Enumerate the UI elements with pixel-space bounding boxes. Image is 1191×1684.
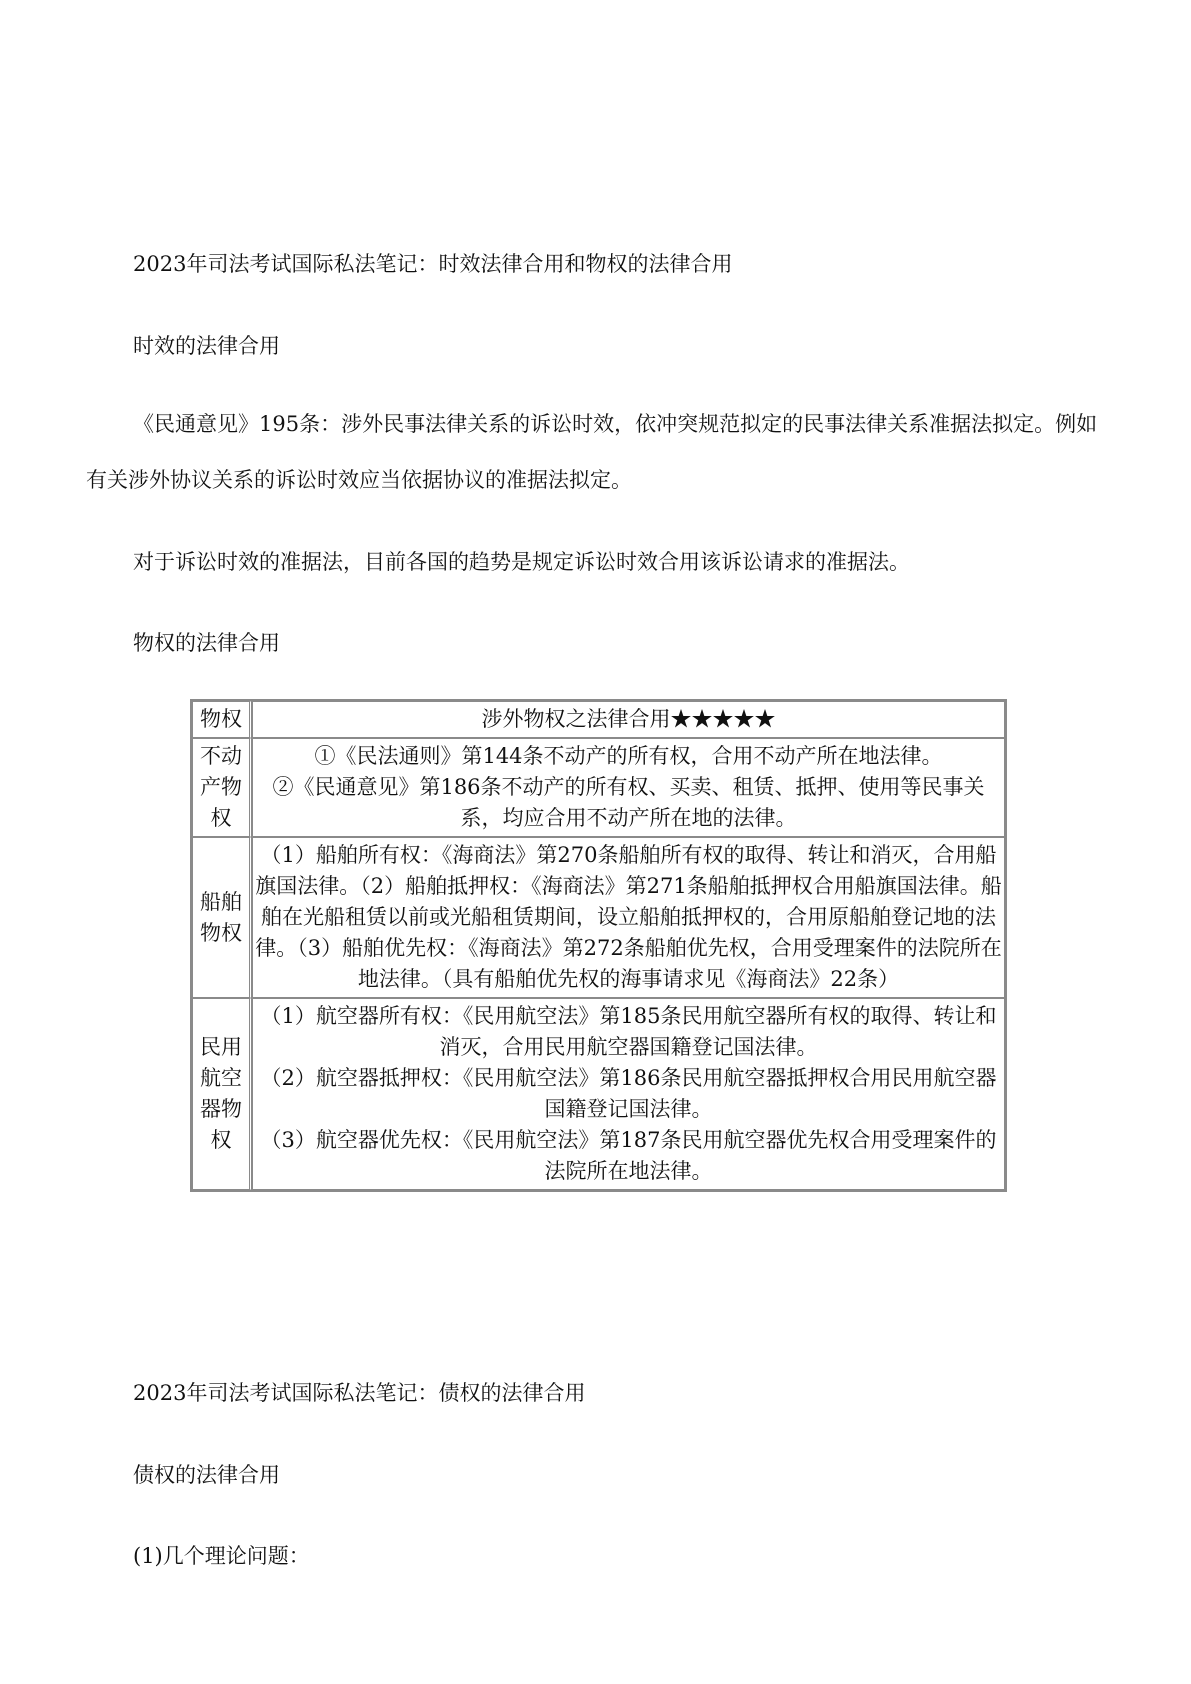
- content-line: ①《民法通则》第144条不动产的所有权，合用不动产所在地法律。: [314, 744, 943, 768]
- header-title: 涉外物权之法律合用★★★★★: [252, 701, 1005, 738]
- content-line: ②《民通意见》第186条不动产的所有权、买卖、租赁、抵押、使用等民事关系，均应合用不动产所在地的法律。: [272, 775, 985, 830]
- paragraph-trend: 对于诉讼时效的准据法，目前各国的趋势是规定诉讼时效合用该诉讼请求的准据法。: [133, 550, 910, 574]
- heading-property: 物权的法律合用: [133, 631, 280, 655]
- table-row: [192, 738, 1005, 837]
- row-content: [252, 738, 1005, 837]
- table-row: [192, 998, 1005, 1190]
- heading-limitation: 时效的法律合用: [133, 334, 280, 358]
- document-title: 2023年司法考试国际私法笔记：时效法律合用和物权的法律合用: [133, 252, 733, 276]
- row-content: [252, 998, 1005, 1190]
- row-content: [252, 837, 1005, 998]
- table-header-row: [192, 701, 1005, 738]
- table-row: [192, 837, 1005, 998]
- content-line: （1）航空器所有权：《民用航空法》第185条民用航空器所有权的取得、转让和消灭，合用民用航空器国籍登记国法律。: [260, 1004, 997, 1059]
- row-category: 船舶物权: [192, 837, 252, 998]
- content-line: （3）航空器优先权：《民用航空法》第187条民用航空器优先权合用受理案件的法院所在地法律。: [260, 1128, 997, 1183]
- row-category: 民用航空器物权: [192, 998, 252, 1190]
- header-category: 物权: [192, 701, 252, 738]
- list-item-1: (1)几个理论问题：: [133, 1544, 310, 1568]
- section2-title: 2023年司法考试国际私法笔记：债权的法律合用: [133, 1381, 586, 1405]
- row-category: 不动产物权: [192, 738, 252, 837]
- content-line: （1）船舶所有权：《海商法》第270条船舶所有权的取得、转让和消灭，合用船旗国法律。（2）船舶抵押权：《海商法》第271条船舶抵押权合用船旗国法律。船舶在光船租赁以前或光船租赁期间，设立船舶抵押权的，合用原船舶登记地的法律。（3）船舶优先权：《海商法》第272条船舶优先权，合用受理案件的法院所在地法律。（具有船舶优先权的海事请求见《海商法》22条）: [255, 843, 1002, 991]
- property-law-table: [190, 699, 1007, 1192]
- paragraph-limitation: 《民通意见》195条：涉外民事法律关系的诉讼时效，依冲突规范拟定的民事法律关系准据法拟定。例如有关涉外协议关系的诉讼时效应当依据协议的准据法拟定。: [86, 412, 1098, 492]
- content-line: （2）航空器抵押权：《民用航空法》第186条民用航空器抵押权合用民用航空器国籍登记国法律。: [260, 1066, 997, 1121]
- heading-obligation: 债权的法律合用: [133, 1463, 280, 1487]
